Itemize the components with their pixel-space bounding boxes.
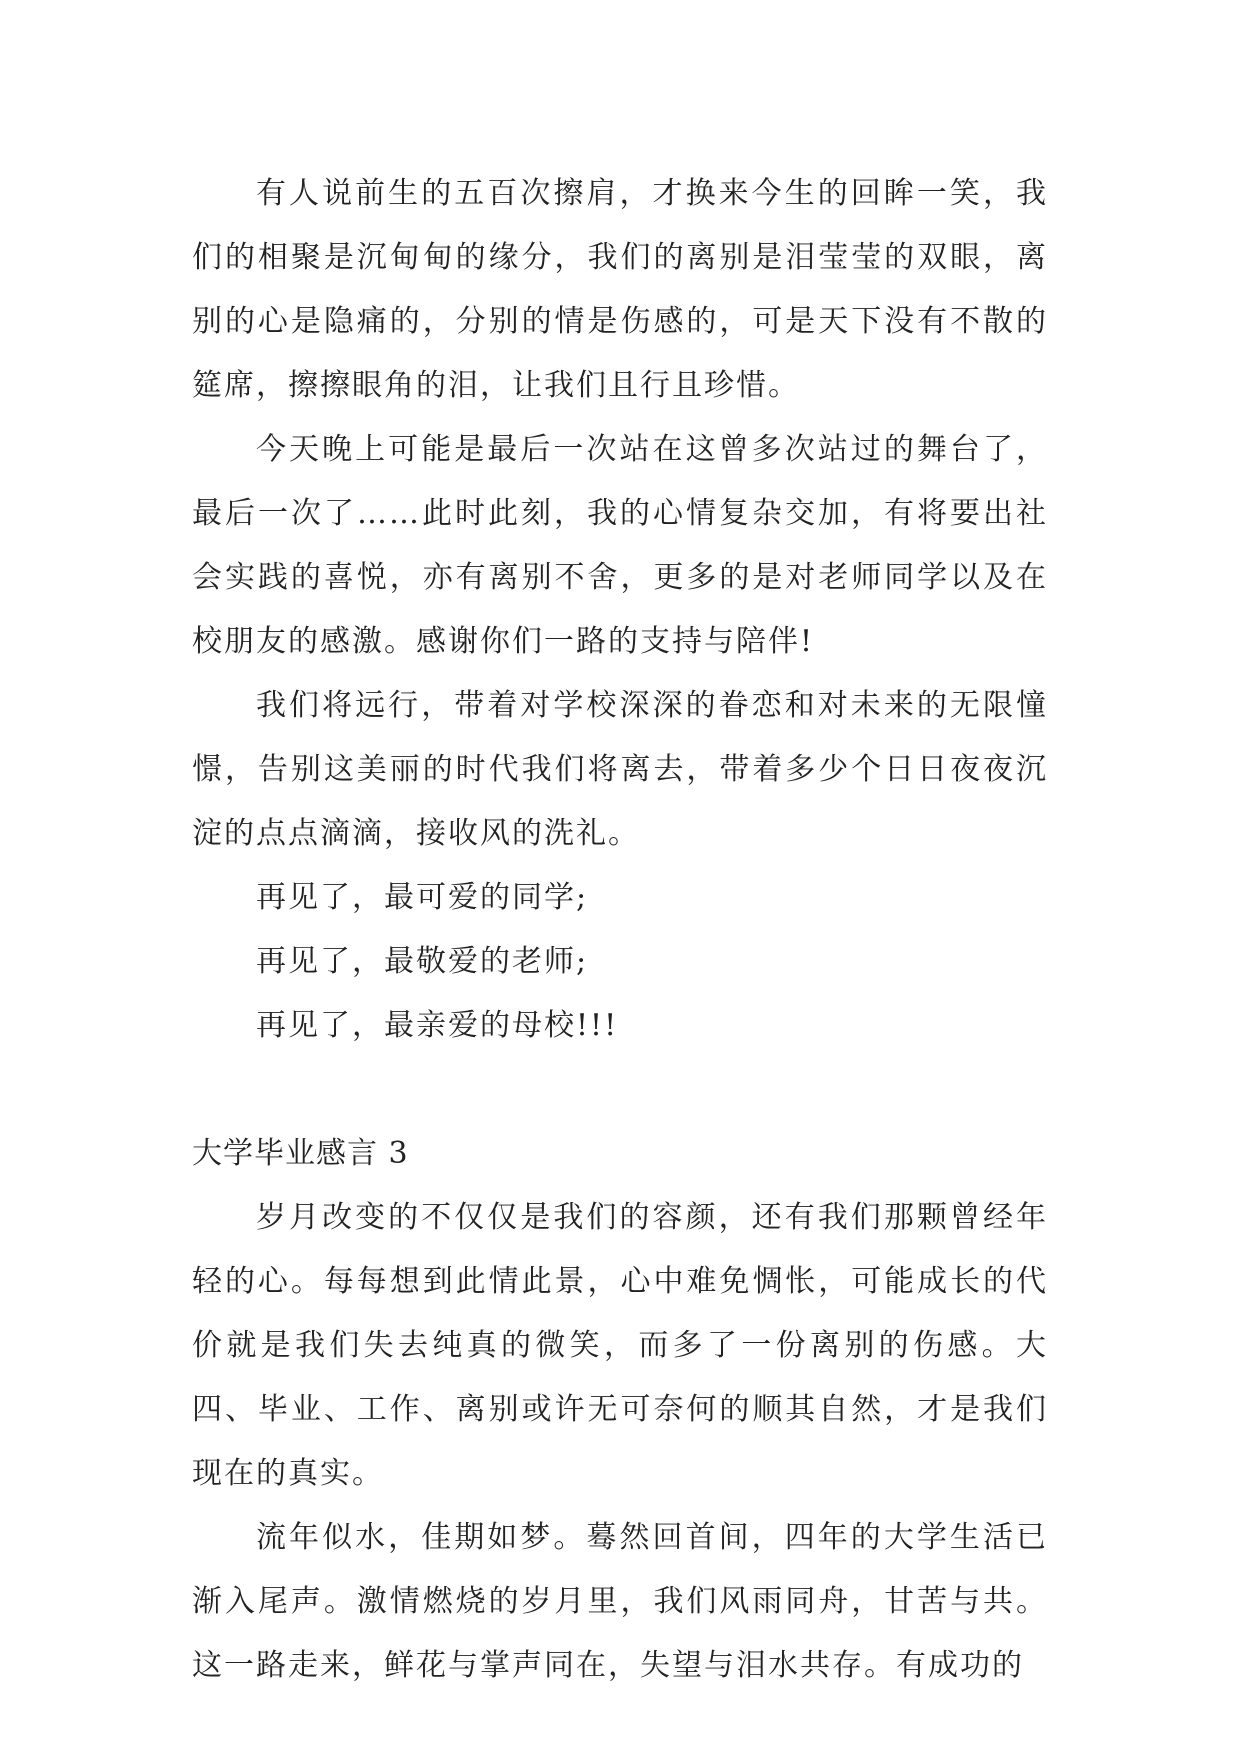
- paragraph-fate: 有人说前生的五百次擦肩，才换来今生的回眸一笑，我们的相聚是沉甸甸的缘分，我们的离别是泪莹莹的双眼，离别的心是隐痛的，分别的情是伤感的，可是天下没有不散的筵席，擦擦眼角的泪，让我们且行且珍惜。: [192, 176, 1048, 403]
- paragraph-years-flow: 流年似水，佳期如梦。蓦然回首间，四年的大学生活已渐入尾声。激情燃烧的岁月里，我们风雨同舟，甘苦与共。这一路走来，鲜花与掌声同在，失望与泪水共存。有成功的: [192, 1520, 1048, 1683]
- farewell-line-school: 再见了，最亲爱的母校!!!: [256, 1008, 619, 1043]
- document-body: [192, 162, 1048, 1698]
- paragraph-time-changes: 岁月改变的不仅仅是我们的容颜，还有我们那颗曾经年轻的心。每每想到此情此景，心中难免惆怅，可能成长的代价就是我们失去纯真的微笑，而多了一份离别的伤感。大四、毕业、工作、离别或许无可奈何的顺其自然，才是我们现在的真实。: [192, 1200, 1048, 1491]
- farewell-line-classmates: 再见了，最可爱的同学;: [256, 880, 589, 915]
- farewell-line-teachers: 再见了，最敬爱的老师;: [256, 944, 589, 979]
- section-spacer: [192, 1058, 1048, 1122]
- paragraph-last-stage: 今天晚上可能是最后一次站在这曾多次站过的舞台了，最后一次了……此时此刻，我的心情复杂交加，有将要出社会实践的喜悦，亦有离别不舍，更多的是对老师同学以及在校朋友的感激。感谢你们一路的支持与陪伴!: [192, 432, 1048, 659]
- section-title: 大学毕业感言 3: [192, 1136, 409, 1171]
- paragraph-journey: 我们将远行，带着对学校深深的眷恋和对未来的无限憧憬，告别这美丽的时代我们将离去，带着多少个日日夜夜沉淀的点点滴滴，接收风的洗礼。: [192, 688, 1048, 851]
